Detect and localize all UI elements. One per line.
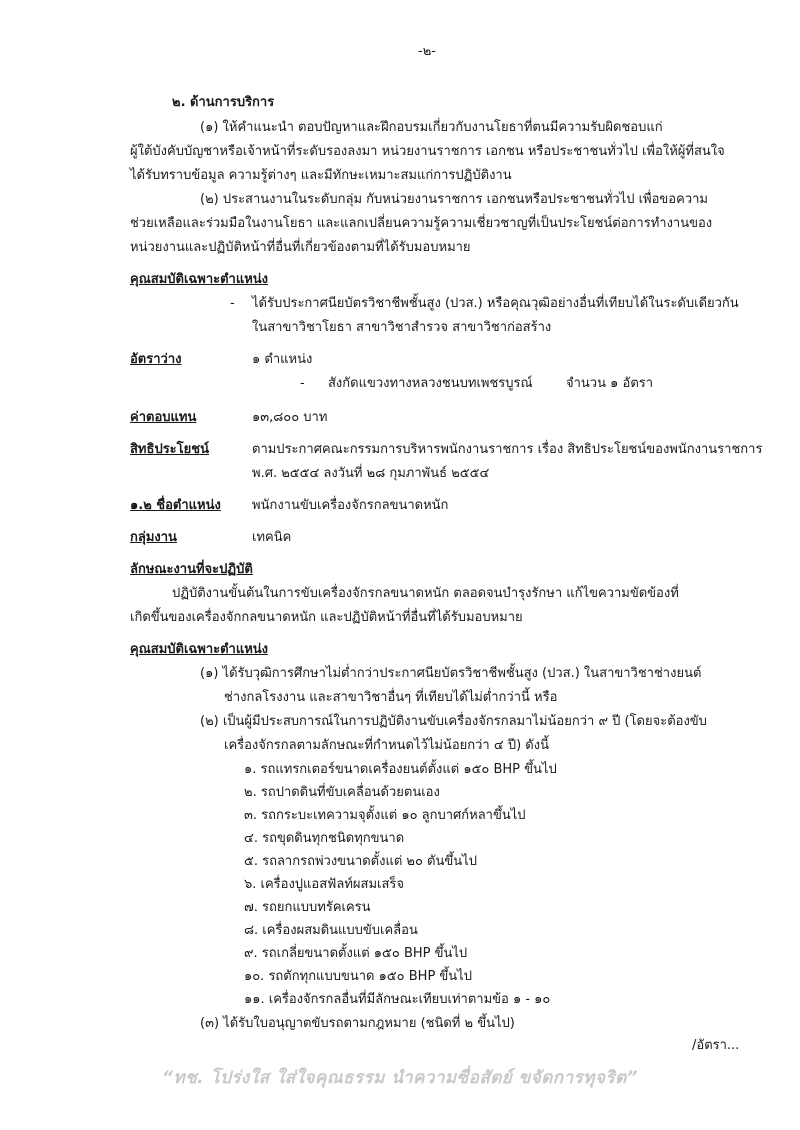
service-item1-line3: ได้รับทราบข้อมูล ความรู้ต่างๆ และมีทักษะเหมาะสมแก่การปฏิบัติงาน bbox=[130, 168, 512, 183]
benefits-line1: ตามประกาศคณะกรรมการบริหารพนักงานราชการ เรื่อง สิทธิประโยชน์ของพนักงานราชการ bbox=[252, 442, 763, 457]
group-value: เทคนิค bbox=[252, 530, 292, 545]
service-heading: ๒. ด้านการบริการ bbox=[172, 95, 275, 110]
machine-item: ๖. เครื่องปูแอสฟัลท์ผสมเสร็จ bbox=[244, 877, 405, 892]
page-number: -๒- bbox=[418, 44, 436, 59]
machine-item: ๙. รถเกลี่ยขนาดตั้งแต่ ๑๕๐ BHP ขึ้นไป bbox=[244, 946, 468, 961]
qualification2-item2-line1: (๒) เป็นผู้มีประสบการณ์ในการปฏิบัติงานขับเครื่องจักรกลมาไม่น้อยกว่า ๙ ปี (โดยจะต้องขับ bbox=[200, 714, 707, 729]
machine-item: ๕. รถลากรถพ่วงขนาดตั้งแต่ ๒๐ ตันขึ้นไป bbox=[244, 854, 477, 869]
duties-heading: ลักษณะงานที่จะปฏิบัติ bbox=[130, 562, 253, 577]
salary-value: ๑๓,๘๐๐ บาท bbox=[252, 410, 328, 425]
vacancy-label: อัตราว่าง bbox=[130, 352, 182, 367]
service-item1-line2: ผู้ใต้บังคับบัญชาหรือเจ้าหน้าที่ระดับรองลงมา หน่วยงานราชการ เอกชน หรือประชาชนทั่วไป เพื่อให้ผู้ที่สนใจ bbox=[130, 144, 725, 159]
machine-item: ๗. รถยกแบบทรัคเครน bbox=[244, 900, 371, 915]
qualification1-line1: ได้รับประกาศนียบัตรวิชาชีพชั้นสูง (ปวส.) หรือคุณวุฒิอย่างอื่นที่เทียบได้ในระดับเดียวกัน bbox=[252, 296, 739, 311]
vacancy-count: จำนวน ๑ อัตรา bbox=[566, 376, 654, 391]
service-item2-line1: (๒) ประสานงานในระดับกลุ่ม กับหน่วยงานราชการ เอกชนหรือประชาชนทั่วไป เพื่อขอความ bbox=[200, 192, 708, 207]
qualification2-heading: คุณสมบัติเฉพาะตำแหน่ง bbox=[130, 642, 269, 657]
position-value: พนักงานขับเครื่องจักรกลขนาดหนัก bbox=[252, 498, 449, 513]
duties-line1: ปฏิบัติงานขั้นต้นในการขับเครื่องจักรกลขนาดหนัก ตลอดจนบำรุงรักษา แก้ไขความขัดข้องที่ bbox=[172, 586, 679, 601]
machine-item: ๑๐. รถตักทุกแบบขนาด ๑๕๐ BHP ขึ้นไป bbox=[244, 969, 472, 984]
benefits-label: สิทธิประโยชน์ bbox=[130, 442, 209, 457]
qualification2-item2-line2: เครื่องจักรกลตามลักษณะที่กำหนดไว้ไม่น้อยกว่า ๔ ปี) ดังนี้ bbox=[224, 738, 549, 753]
qualification2-item3: (๓) ได้รับใบอนุญาตขับรถตามกฎหมาย (ชนิดที่ ๒ ขึ้นไป) bbox=[200, 1016, 515, 1031]
footer-slogan: “ทช. โปร่งใส ใส่ใจคุณธรรม นำความซื่อสัตย์ ขจัดการทุจริต” bbox=[161, 1068, 639, 1088]
machine-item: ๒. รถปาดดินที่ขับเคลื่อนด้วยตนเอง bbox=[244, 785, 440, 800]
qualification1-line2: ในสาขาวิชาโยธา สาขาวิชาสำรวจ สาขาวิชาก่อสร้าง bbox=[252, 320, 552, 335]
vacancy-unit: สังกัดแขวงทางหลวงชนบทเพชรบูรณ์ bbox=[328, 376, 533, 391]
machine-item: ๑๑. เครื่องจักรกลอื่นที่มีลักษณะเทียบเท่าตามข้อ ๑ - ๑๐ bbox=[244, 992, 551, 1007]
qualification2-item1-line1: (๑) ได้รับวุฒิการศึกษาไม่ต่ำกว่าประกาศนียบัตรวิชาชีพชั้นสูง (ปวส.) ในสาขาวิชาช่างยนต์ bbox=[200, 666, 702, 681]
salary-label: ค่าตอบแทน bbox=[130, 410, 197, 425]
qualification1-dash: - bbox=[230, 296, 235, 311]
position-label: ๑.๒ ชื่อตำแหน่ง bbox=[130, 498, 221, 513]
qualification2-item1-line2: ช่างกลโรงงาน และสาขาวิชาอื่นๆ ที่เทียบได้ไม่ต่ำกว่านี้ หรือ bbox=[224, 690, 558, 705]
vacancy-value: ๑ ตำแหน่ง bbox=[252, 352, 313, 367]
benefits-line2: พ.ศ. ๒๕๕๔ ลงวันที่ ๒๘ กุมภาพันธ์ ๒๕๕๔ bbox=[252, 466, 490, 481]
qualification1-heading: คุณสมบัติเฉพาะตำแหน่ง bbox=[130, 272, 269, 287]
vacancy-dash: - bbox=[300, 376, 305, 391]
machine-item: ๑. รถแทรกเตอร์ขนาดเครื่องยนต์ตั้งแต่ ๑๕๐ BHP ขึ้นไป bbox=[244, 762, 557, 777]
continuation-marker: /อัตรา... bbox=[692, 1038, 740, 1053]
duties-line2: เกิดขึ้นของเครื่องจักกลขนาดหนัก และปฏิบัติหน้าที่อื่นที่ได้รับมอบหมาย bbox=[130, 610, 523, 625]
machine-item: ๔. รถขุดดินทุกชนิดทุกขนาด bbox=[244, 831, 405, 846]
group-label: กลุ่มงาน bbox=[130, 530, 177, 545]
service-item2-line2: ช่วยเหลือและร่วมมือในงานโยธา และแลกเปลี่ยนความรู้ความเชี่ยวชาญที่เป็นประโยชน์ต่อการทำงานของ bbox=[130, 216, 713, 231]
machine-item: ๓. รถกระบะเทความจุตั้งแต่ ๑๐ ลูกบาศก์หลาขึ้นไป bbox=[244, 808, 526, 823]
service-item2-line3: หน่วยงานและปฏิบัติหน้าที่อื่นที่เกี่ยวข้องตามที่ได้รับมอบหมาย bbox=[130, 240, 471, 255]
service-item1-line1: (๑) ให้คำแนะนำ ตอบปัญหาและฝึกอบรมเกี่ยวกับงานโยธาที่ตนมีความรับผิดชอบแก่ bbox=[200, 120, 663, 135]
machine-item: ๘. เครื่องผสมดินแบบขับเคลื่อน bbox=[244, 923, 418, 938]
